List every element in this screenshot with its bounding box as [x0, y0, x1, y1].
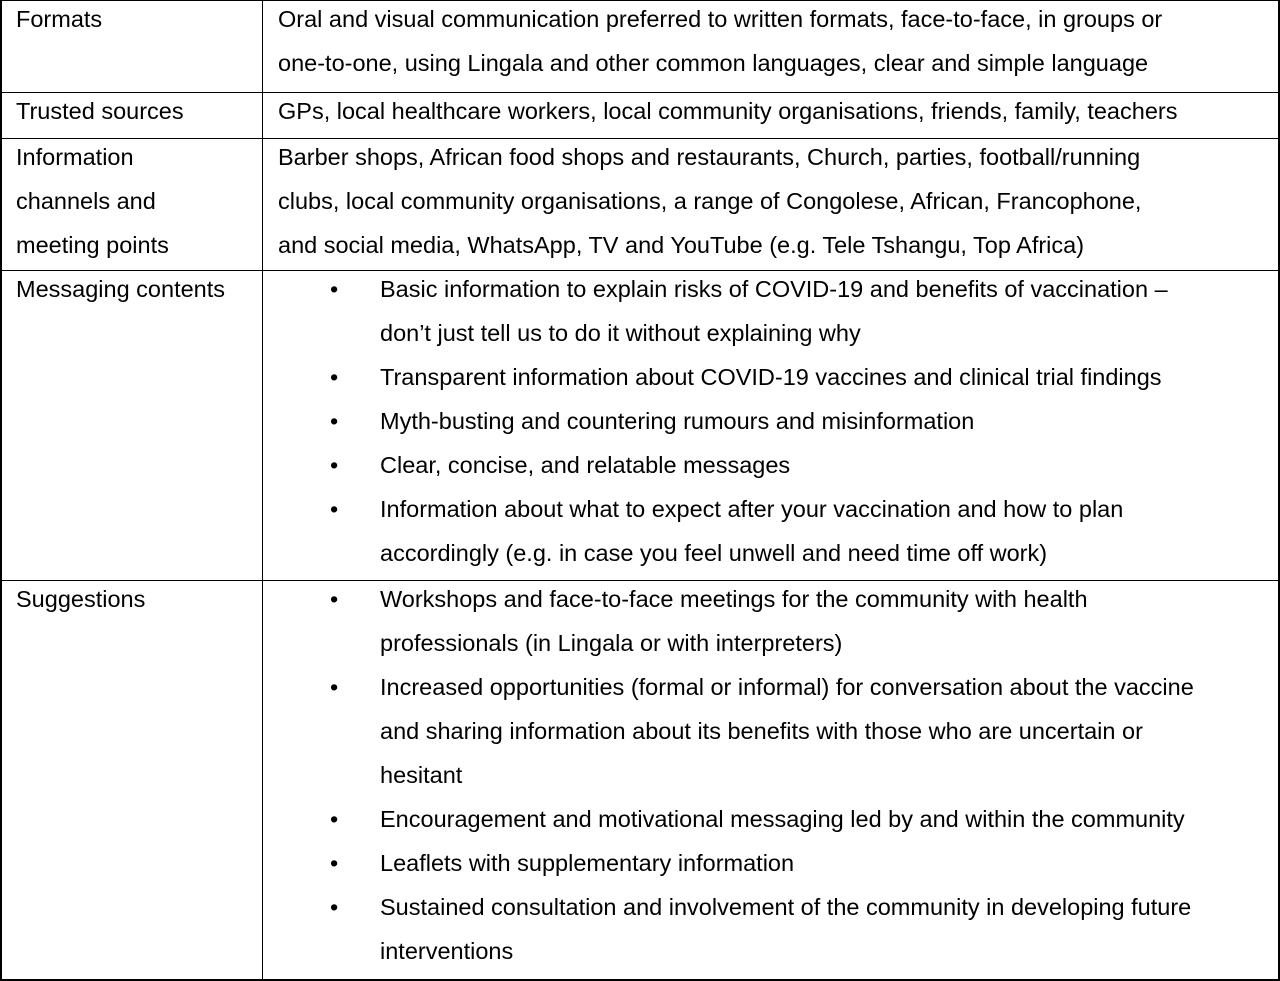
formats-text-line-2: one-to-one, using Lingala and other common languages, clear and simple language	[278, 50, 1149, 76]
table-row-messaging-contents	[2, 271, 1278, 581]
row-label-trusted-sources: Trusted sources	[16, 98, 184, 124]
suggestions-bullet-2-line-2: and sharing information about its benefits with those who are uncertain or	[380, 718, 1143, 744]
messaging-bullet-3-line-1: Myth-busting and countering rumours and misinformation	[380, 408, 975, 434]
bullet-icon: •	[330, 674, 339, 700]
suggestions-bullet-2-line-3: hesitant	[380, 762, 463, 788]
messaging-bullet-1-line-1: Basic information to explain risks of COVID-19 and benefits of vaccination –	[380, 276, 1168, 302]
row-label-information-channels-line-1: Information	[16, 144, 134, 170]
messaging-bullet-5-line-2: accordingly (e.g. in case you feel unwell and need time off work)	[380, 540, 1048, 566]
row-label-formats: Formats	[16, 6, 103, 32]
suggestions-bullet-5-line-2: interventions	[380, 938, 514, 964]
messaging-bullet-5-line-1: Information about what to expect after your vaccination and how to plan	[380, 496, 1124, 522]
suggestions-bullet-5-line-1: Sustained consultation and involvement of the community in developing future	[380, 894, 1192, 920]
row-label-information-channels-line-2: channels and	[16, 188, 156, 214]
suggestions-bullet-1-line-2: professionals (in Lingala or with interpreters)	[380, 630, 843, 656]
bullet-icon: •	[330, 496, 339, 522]
bullet-icon: •	[330, 850, 339, 876]
bullet-icon: •	[330, 586, 339, 612]
table-row-trusted-sources	[2, 93, 1278, 139]
suggestions-bullet-3-line-1: Encouragement and motivational messaging led by and within the community	[380, 806, 1185, 832]
suggestions-bullet-2-line-1: Increased opportunities (formal or informal) for conversation about the vaccine	[380, 674, 1194, 700]
channels-text-line-1: Barber shops, African food shops and restaurants, Church, parties, football/running	[278, 144, 1141, 170]
row-label-suggestions: Suggestions	[16, 586, 146, 612]
messaging-bullet-1-line-2: don’t just tell us to do it without explaining why	[380, 320, 861, 346]
channels-text-line-2: clubs, local community organisations, a range of Congolese, African, Francophone,	[278, 188, 1142, 214]
messaging-bullet-4-line-1: Clear, concise, and relatable messages	[380, 452, 791, 478]
formats-text-line-1: Oral and visual communication preferred to written formats, face-to-face, in groups or	[278, 6, 1163, 32]
table-row-information-channels	[2, 139, 1278, 271]
bullet-icon: •	[330, 806, 339, 832]
suggestions-bullet-4-line-1: Leaflets with supplementary information	[380, 850, 795, 876]
trusted-sources-text: GPs, local healthcare workers, local community organisations, friends, family, teachers	[278, 98, 1178, 124]
bullet-icon: •	[330, 408, 339, 434]
channels-text-line-3: and social media, WhatsApp, TV and YouTube (e.g. Tele Tshangu, Top Africa)	[278, 232, 1085, 258]
bullet-icon: •	[330, 364, 339, 390]
table-row-formats	[2, 1, 1278, 93]
bullet-icon: •	[330, 276, 339, 302]
table-row-suggestions	[2, 581, 1278, 980]
row-label-messaging-contents: Messaging contents	[16, 276, 226, 302]
bullet-icon: •	[330, 894, 339, 920]
messaging-bullet-2-line-1: Transparent information about COVID-19 vaccines and clinical trial findings	[380, 364, 1162, 390]
suggestions-bullet-1-line-1: Workshops and face-to-face meetings for the community with health	[380, 586, 1088, 612]
bullet-icon: •	[330, 452, 339, 478]
row-label-information-channels-line-3: meeting points	[16, 232, 169, 258]
